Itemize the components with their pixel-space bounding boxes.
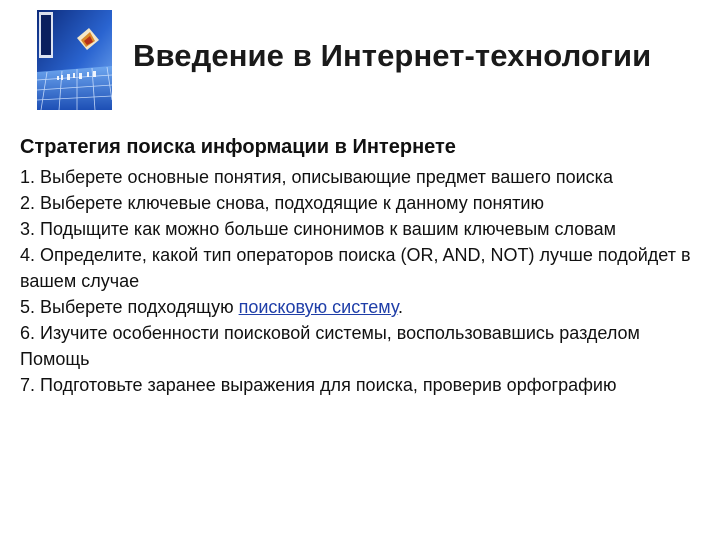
step-text: 5. Выберете подходящую [20, 297, 239, 317]
step-item: 7. Подготовьте заранее выражения для поиска, проверив орфографию [20, 375, 617, 395]
page-title: Введение в Интернет-технологии [133, 38, 652, 73]
step-item: 3. Подыщите как можно больше синонимов к вашим ключевым словам [20, 219, 616, 239]
step-item: 4. Определите, какой тип операторов поиска (OR, AND, NOT) лучше подойдет в вашем случае [20, 245, 691, 291]
search-engine-link[interactable]: поисковую систему [238, 297, 399, 317]
step-item: 6. Изучите особенности поисковой системы, воспользовавшись разделом Помощь [20, 323, 640, 369]
step-item: 2. Выберете ключевые снова, подходящие к данному понятию [20, 193, 544, 213]
logo-image-icon [37, 10, 112, 110]
section-subtitle: Стратегия поиска информации в Интернете [20, 136, 456, 158]
step-item [20, 294, 700, 320]
step-text: . [398, 297, 404, 317]
steps-list [20, 164, 700, 398]
main-content [20, 132, 700, 398]
network-keyboard-logo [37, 10, 112, 110]
step-item: 1. Выберете основные понятия, описывающие предмет вашего поиска [20, 167, 613, 187]
